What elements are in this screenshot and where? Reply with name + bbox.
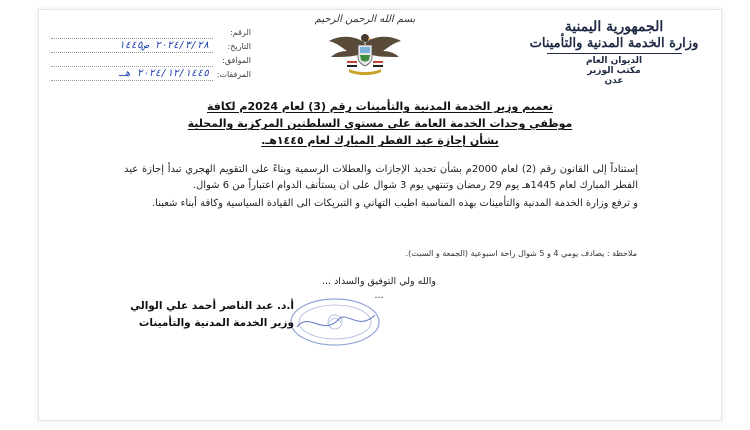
circular-title [121,98,639,149]
title-line-3: بشأن إجازة عيد الفطر المبارك لعام ١٤٤٥هـ. [261,134,499,147]
office-minister: مكتب الوزير [587,66,641,76]
title-line-1: تعميم وزير الخدمة المدنية والتأمينات رقم (3) لعام 2024م لكافة [207,100,553,113]
note-text: ملاحظة : يصادف يومي 4 و 5 شوال راحة اسبوعية (الجمعة و السبت). [405,249,637,258]
letterhead-emblem [301,14,429,81]
ref-number-line [51,38,213,39]
letterhead-ministry [525,18,703,86]
eagle-emblem-icon [325,27,405,77]
ref-subject-line [51,66,213,67]
title-line-2: موظفي وحدات الخدمة العامة على مستوى السلطتين المركزية والمحلية [187,117,573,130]
ref-attachments-label: المرفقات: [216,70,251,79]
ref-attachments-line [51,80,213,81]
ref-date-line [51,52,213,53]
office-general: الديوان العام [585,56,643,66]
signature-block [74,298,294,332]
closing-dots: ... [374,290,384,301]
divider [547,53,682,54]
republic-name: الجمهورية اليمنية [564,19,664,35]
body-paragraph-1: إستناداً إلى القانون رقم (2) لعام 2000م بشأن تحديد الإجازات والعطلات الرسمية وبناءً على التقويم الهجري تبدأ إجازة عيد الفطر المبارك لعام 1445هـ يوم 29 رمضان وتنتهي يوم 3 شوال على ان يستأنف الدوام اعتباراً من 6 شوال. [124,164,638,191]
ref-attachments-row [51,70,251,84]
ref-date-row [51,42,251,56]
basmala: بسم الله الرحمن الرحيم [314,14,416,25]
signatory-name: أ.د. عبد الناصر أحمد علي الوالي [130,300,294,312]
ref-date-label: التاريخ: [227,42,251,51]
ref-date-value: ٢٠٢٤/٣/٢٨ ص١٤٤٥ [118,40,209,51]
ref-attachments-value: ٢٠٢٤/١٢/١٤٤٥ هـ [118,68,209,79]
ref-subject-label: الموافق: [222,56,251,65]
body-paragraph-2: و ترفع وزارة الخدمة المدنية والتأمينات بهذه المناسبة اطيب التهاني و التبريكات الى القيادة السياسية وكافة أبناء شعبنا. [151,198,638,209]
reference-block [51,28,251,84]
official-stamp-icon [289,297,381,347]
office-city: عدن [604,76,624,86]
ministry-name: وزارة الخدمة المدنية والتأمينات [529,36,699,51]
ref-number-label: الرقم: [230,28,251,37]
closing-line: والله ولي التوفيق والسداد ... [322,276,436,287]
letter-page [38,9,722,421]
circular-body [124,162,638,212]
signatory-position: وزير الخدمة المدنية والتأمينات [138,317,294,329]
